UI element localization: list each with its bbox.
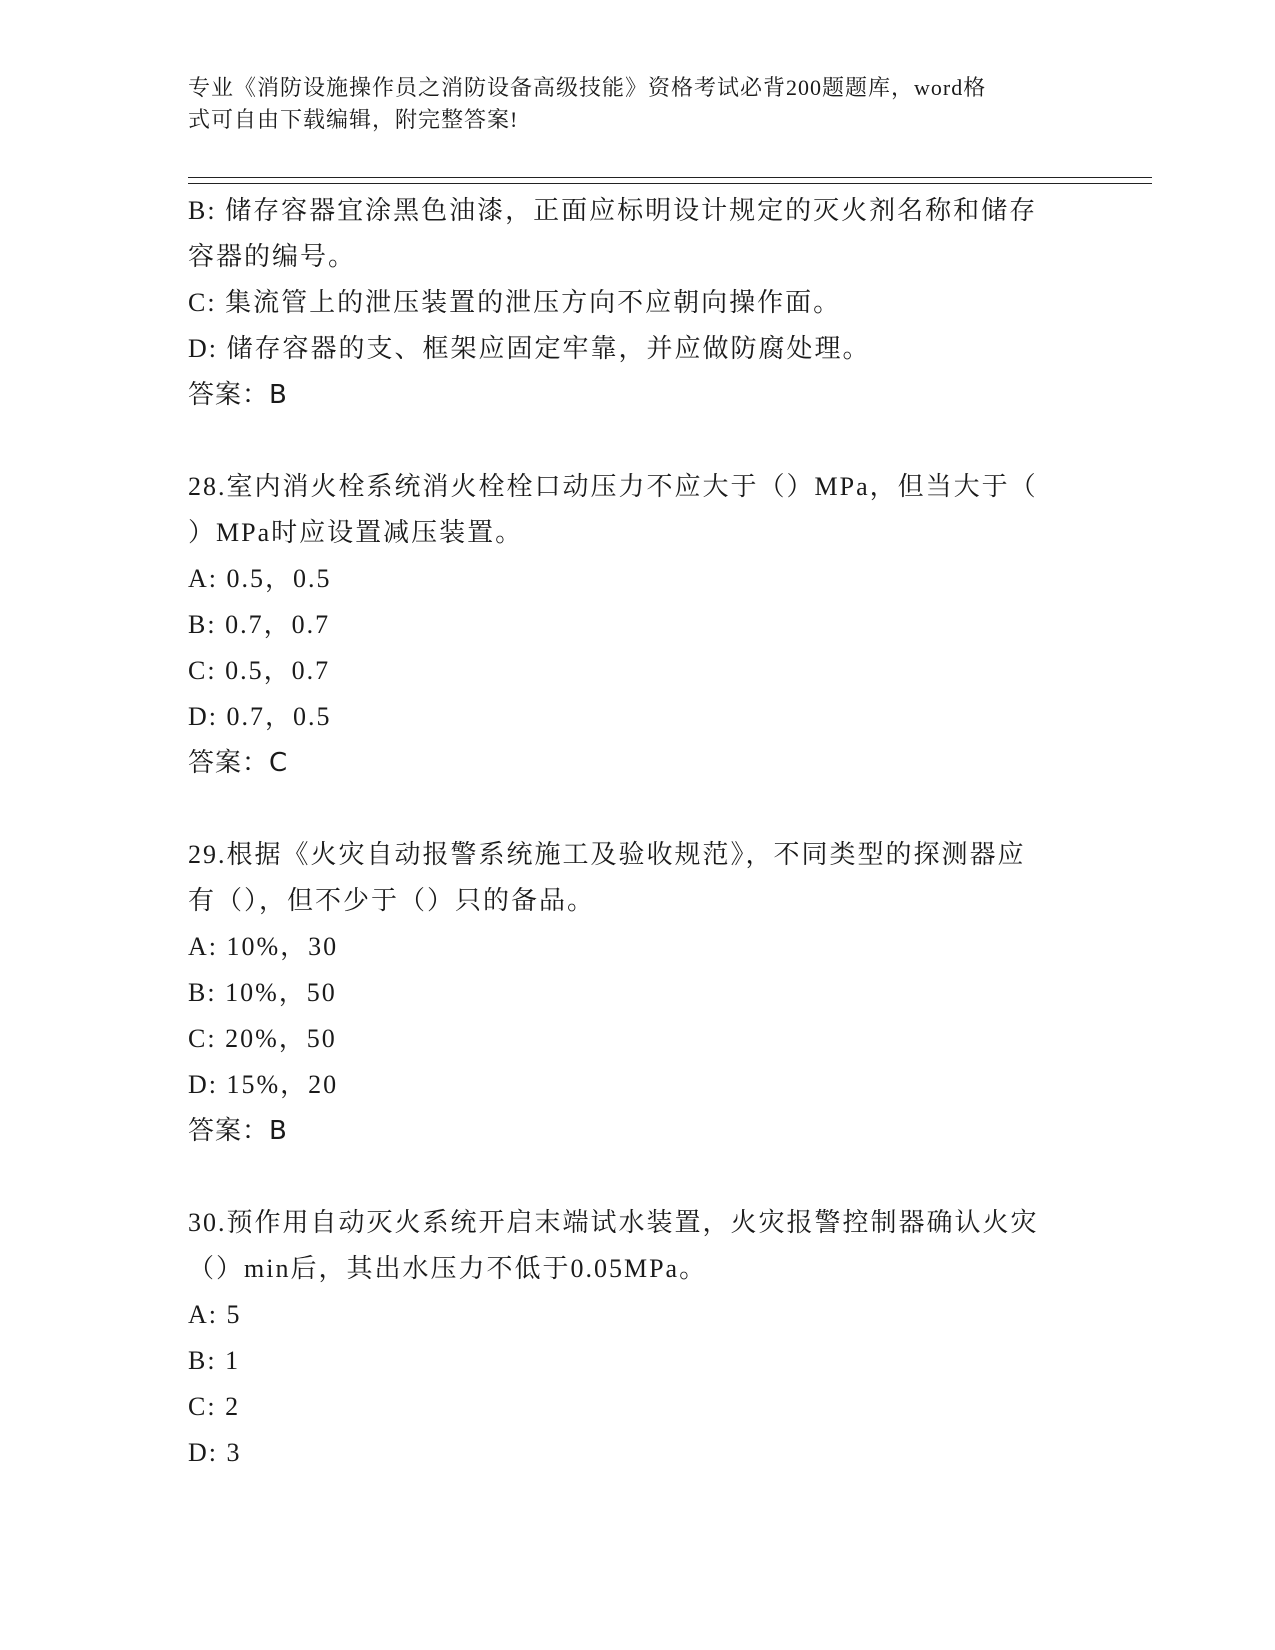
q30-option-a: A: 5 (188, 1300, 242, 1329)
q29-option-d: D: 15%，20 (188, 1070, 339, 1099)
q29-stem-line-1: 29.根据《火灾自动报警系统施工及验收规范》，不同类型的探测器应 (188, 840, 1026, 869)
spacer (188, 1154, 1088, 1200)
q29-stem-line-2: 有（），但不少于（）只的备品。 (188, 886, 596, 915)
header-divider-bottom (188, 183, 1152, 184)
q29-answer: 答案：B (188, 1116, 288, 1146)
header-divider-top (188, 177, 1152, 178)
spacer (188, 418, 1088, 464)
question-28 (188, 464, 1088, 786)
q30-option-b: B: 1 (188, 1346, 241, 1375)
question-27 (188, 188, 1088, 418)
q27-answer: 答案：B (188, 380, 288, 410)
q28-option-d: D: 0.7，0.5 (188, 702, 332, 731)
q29-option-a: A: 10%，30 (188, 932, 339, 961)
q30-stem-line-1: 30.预作用自动灭火系统开启末端试水装置，火灾报警控制器确认火灾 (188, 1208, 1039, 1237)
header-line-1: 专业《消防设施操作员之消防设备高级技能》资格考试必背200题题库，word格 (188, 75, 987, 100)
q29-option-c: C: 20%，50 (188, 1024, 337, 1053)
q28-option-a: A: 0.5，0.5 (188, 564, 332, 593)
q27-option-c: C: 集流管上的泄压装置的泄压方向不应朝向操作面。 (188, 288, 842, 317)
question-list (188, 188, 1088, 1476)
q30-stem-line-2: （）min后，其出水压力不低于0.05MPa。 (188, 1254, 708, 1283)
q27-option-d: D: 储存容器的支、框架应固定牢靠，并应做防腐处理。 (188, 334, 871, 363)
q28-option-b: B: 0.7，0.7 (188, 610, 331, 639)
q28-option-c: C: 0.5，0.7 (188, 656, 331, 685)
q30-option-d: D: 3 (188, 1438, 242, 1467)
q28-stem-line-2: ）MPa时应设置减压装置。 (188, 518, 524, 547)
header-line-2: 式可自由下载编辑，附完整答案! (188, 107, 519, 132)
q27-option-b-line-1: B: 储存容器宜涂黑色油漆，正面应标明设计规定的灭火剂名称和储存 (188, 196, 1038, 225)
question-29 (188, 832, 1088, 1154)
q28-stem-line-1: 28.室内消火栓系统消火栓栓口动压力不应大于（）MPa，但当大于（ (188, 472, 1038, 501)
document-header (188, 72, 1068, 136)
q27-option-b-line-2: 容器的编号。 (188, 242, 357, 271)
question-30 (188, 1200, 1088, 1476)
q29-option-b: B: 10%，50 (188, 978, 337, 1007)
q30-option-c: C: 2 (188, 1392, 241, 1421)
q28-answer: 答案：C (188, 748, 289, 778)
spacer (188, 786, 1088, 832)
